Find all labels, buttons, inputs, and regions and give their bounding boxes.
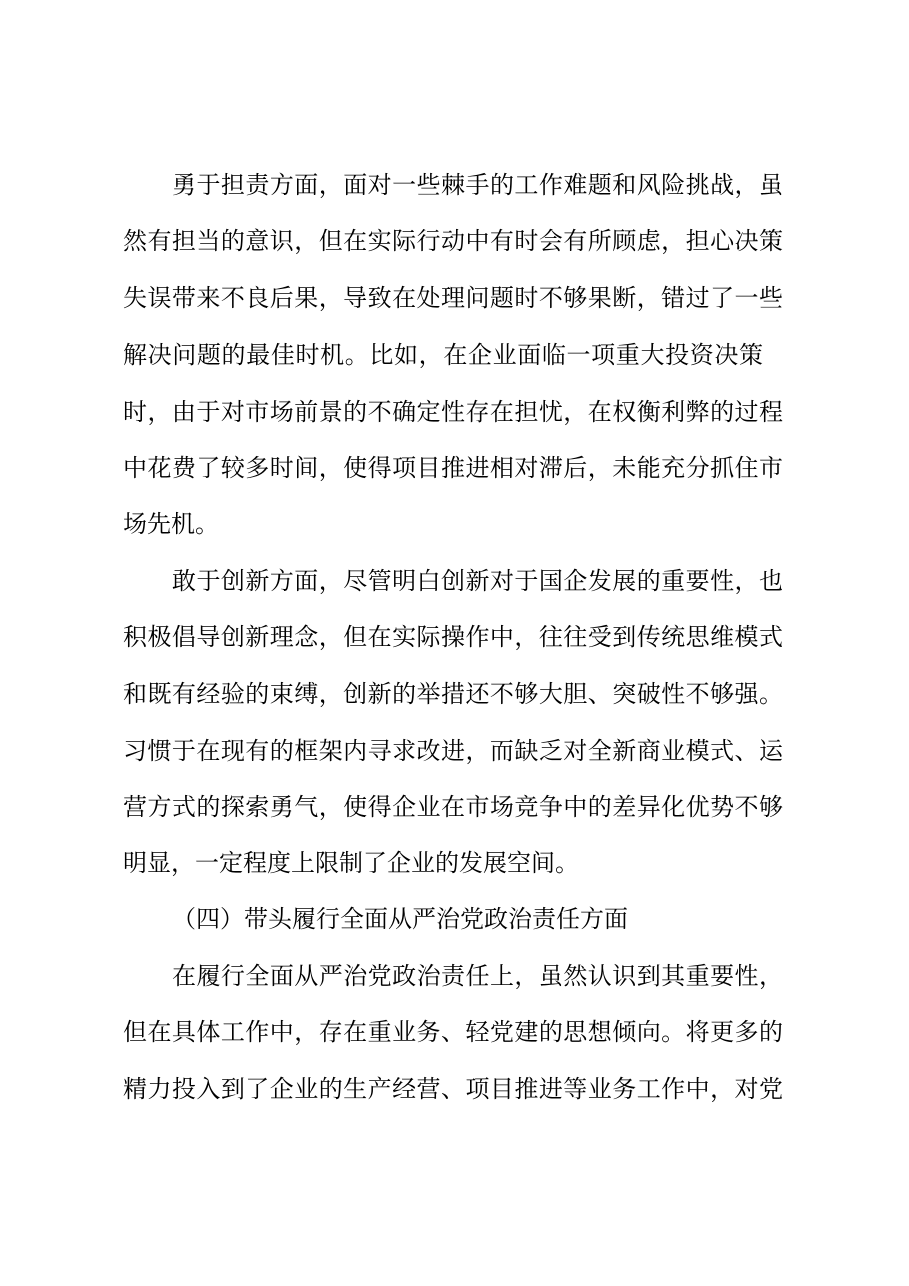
paragraph-1-line-7: 场先机。 (123, 510, 219, 538)
paragraph-2-line-6: 明显，一定程度上限制了企业的发展空间。 (123, 849, 579, 877)
paragraph-1-line-5: 时，由于对市场前景的不确定性存在担忧，在权衡利弊的过程 (123, 398, 783, 426)
paragraph-2-line-4: 习惯于在现有的框架内寻求改进，而缺乏对全新商业模式、运 (123, 737, 783, 765)
paragraph-1-line-3: 失误带来不良后果，导致在处理问题时不够果断，错过了一些 (123, 284, 783, 312)
paragraph-2-line-1: 敢于创新方面，尽管明白创新对于国企发展的重要性，也 (172, 567, 783, 595)
paragraph-1-line-1: 勇于担责方面，面对一些棘手的工作难题和风险挑战，虽 (172, 171, 783, 199)
paragraph-1-line-2: 然有担当的意识，但在实际行动中有时会有所顾虑，担心决策 (123, 227, 783, 255)
paragraph-3-line-1: 在履行全面从严治党政治责任上，虽然认识到其重要性， (172, 962, 783, 990)
paragraph-1-line-6: 中花费了较多时间，使得项目推进相对滞后，未能充分抓住市 (123, 454, 783, 482)
paragraph-3-line-2: 但在具体工作中，存在重业务、轻党建的思想倾向。将更多的 (123, 1018, 783, 1046)
paragraph-2-line-5: 营方式的探索勇气，使得企业在市场竞争中的差异化优势不够 (123, 793, 783, 821)
paragraph-2-line-3: 和既有经验的束缚，创新的举措还不够大胆、突破性不够强。 (123, 680, 783, 708)
section-heading: （四）带头履行全面从严治党政治责任方面 (172, 905, 628, 933)
paragraph-2-line-2: 积极倡导创新理念，但在实际操作中，往往受到传统思维模式 (123, 623, 783, 651)
paragraph-1-line-4: 解决问题的最佳时机。比如，在企业面临一项重大投资决策 (123, 341, 763, 369)
paragraph-3-line-3: 精力投入到了企业的生产经营、项目推进等业务工作中，对党 (123, 1075, 783, 1103)
